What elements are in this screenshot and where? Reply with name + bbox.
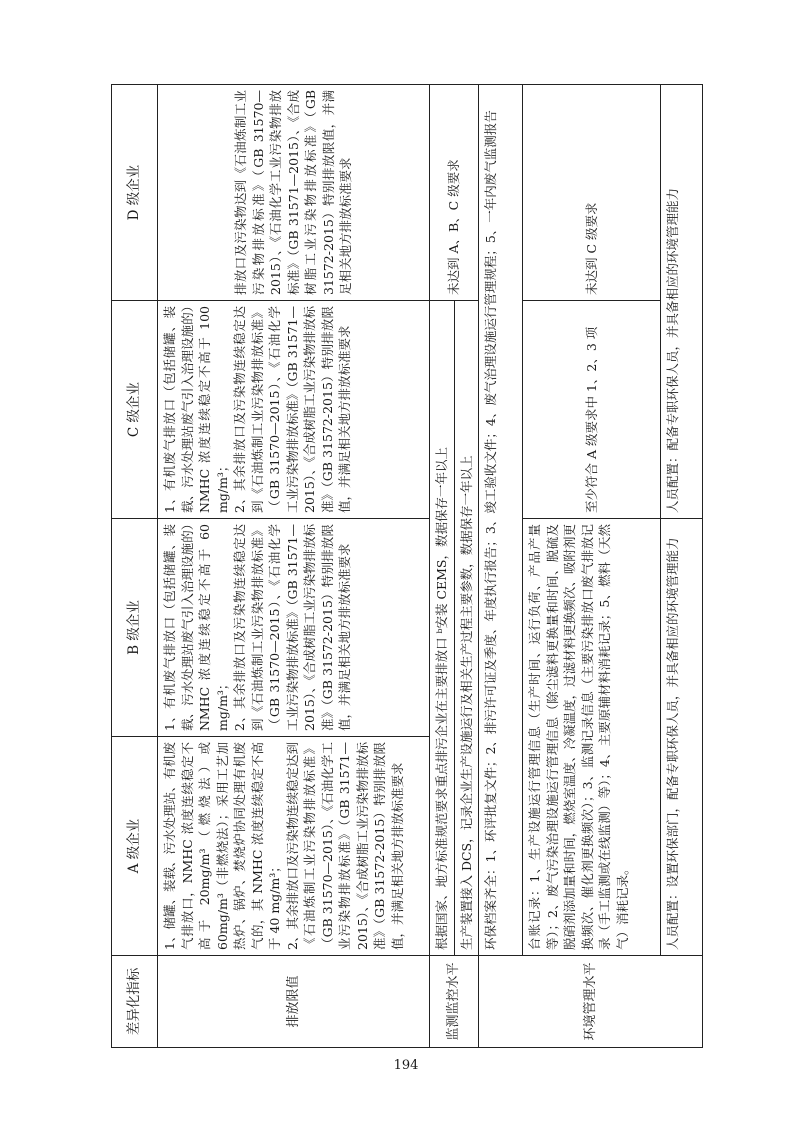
emission-b-text: 1、有机废气排放口（包括储罐、装载、污水处理站废气引入治理设施的）NMHC 浓度连续稳定不高于 60 mg/m³； 2、其余排放口及污染物连续稳定达到《石油炼制工业污染物排放标准》（GB 31570—2015）、《石油化学工业污染物排放标准》（GB 31571—2015）、《合成树脂工业污染物排放标准》（GB 31572-2015）特别排放限值，并满足相关地方排放标准要求	[162, 524, 352, 731]
emission-a-text: 1、储罐、装载、污水处理站、有机废气排放口，NMHC 浓度连续稳定不高于 20mg/m³（燃烧法）或 60mg/m³（非燃烧法）；采用工艺加热炉、锅炉、焚烧炉协同处理有机废气的，其 NMHC 浓度连续稳定不高于 40 mg/m³； 2、其余排放口及污染物连续稳定达到《石油炼制工业污染物排放标准》（GB 31570—2015）、《石油化学工业污染物排放标准》（GB 31571—2015）、《合成树脂工业污染物排放标准》（GB 31572-2015）特别排放限值，并满足相关地方排放标准要求	[162, 742, 405, 950]
header-grade-b: B 级企业	[112, 519, 158, 737]
monitoring-grade-d: 未达到 A、B、C 级要求	[430, 85, 479, 301]
header-grade-c: C 级企业	[112, 301, 158, 519]
monitoring-row-1	[430, 85, 455, 1048]
emission-c-text: 1、有机废气排放口（包括储罐、装载、污水处理站废气引入治理设施的）NMHC 浓度连续稳定不高于 100 mg/m³； 2、其余排放口及污染物连续稳定达到《石油炼制工业污染物排放标准》（GB 31570—2015）、《石油化学工业污染物排放标准》（GB 31571—2015）、《合成树脂工业污染物排放标准》（GB 31572-2015）特别排放限值，并满足相关地方排放标准要求	[162, 306, 352, 513]
management-staff-cd: 人员配置：配备专职环保人员，并具备相应的环境管理能力	[661, 85, 703, 519]
management-archive: 环保档案齐全：1、环评批复文件；2、排污许可证及季度、年度执行报告；3、竣工验收文件；4、废气治理设施运行管理规程；5、一年内废气监测报告	[479, 85, 523, 956]
monitoring-dcs: 生产装置接入 DCS，记录企业生产设施运行及相关生产过程主要参数，数据保存一年以上	[454, 301, 479, 956]
grading-table	[111, 84, 703, 1048]
emission-grade-a	[158, 737, 430, 956]
management-staff-row	[661, 85, 703, 1048]
emission-d-text: 排放口及污染物达到《石油炼制工业污染物排放标准》（GB 31570—2015）、《石油化学工业污染物排放标准》（GB 31571—2015）、《合成树脂工业污染物排放标准》（GB 31572-2015）特别排放限值，并满足相关地方排放标准要求	[233, 86, 354, 295]
header-row	[112, 85, 158, 1048]
management-ledger: 台账记录：1、生产设施运行管理信息（生产时间、运行负荷、产品产量等）；2、废气污染治理设施运行管理信息（除尘滤料更换量和时间、脱硫及脱硝剂添加量和时间，燃烧室温度、冷凝温度，过滤材料更换频次、吸附剂更换频次、催化剂更换频次）；3、监测记录信息（主要污染排放口废气排放记录（手工监测或在线监测）等）；4、主要原辅材料消耗记录；5、燃料（天然气）消耗记录。	[523, 519, 661, 956]
header-grade-d: D 级企业	[112, 85, 158, 301]
header-indicator: 差异化指标	[112, 956, 158, 1048]
emission-grade-d	[158, 85, 430, 301]
emission-grade-c	[158, 301, 430, 519]
management-ledger-d: 未达到 C 级要求	[523, 85, 661, 301]
management-ledger-row	[523, 85, 661, 1048]
monitoring-cems: 根据国家、地方标准规范要求重点排污企业在主要排放口 ᵇ安装 CEMS，数据保存一年以上	[430, 301, 455, 956]
management-label: 环境管理水平	[479, 956, 703, 1048]
page-number: 194	[393, 1058, 419, 1073]
monitoring-label: 监测监控水平	[430, 956, 479, 1048]
emission-label: 排放限值	[158, 956, 430, 1048]
header-grade-a: A 级企业	[112, 737, 158, 956]
management-archive-row	[479, 85, 523, 1048]
emission-grade-b	[158, 519, 430, 737]
rotated-table-stage	[111, 85, 693, 1048]
emission-row	[158, 85, 430, 1048]
management-staff-ab: 人员配置：设置环保部门，配备专职环保人员，并具备相应的环境管理能力	[661, 519, 703, 956]
management-ledger-c: 至少符合 A 级要求中 1、2、3 项	[523, 301, 661, 519]
